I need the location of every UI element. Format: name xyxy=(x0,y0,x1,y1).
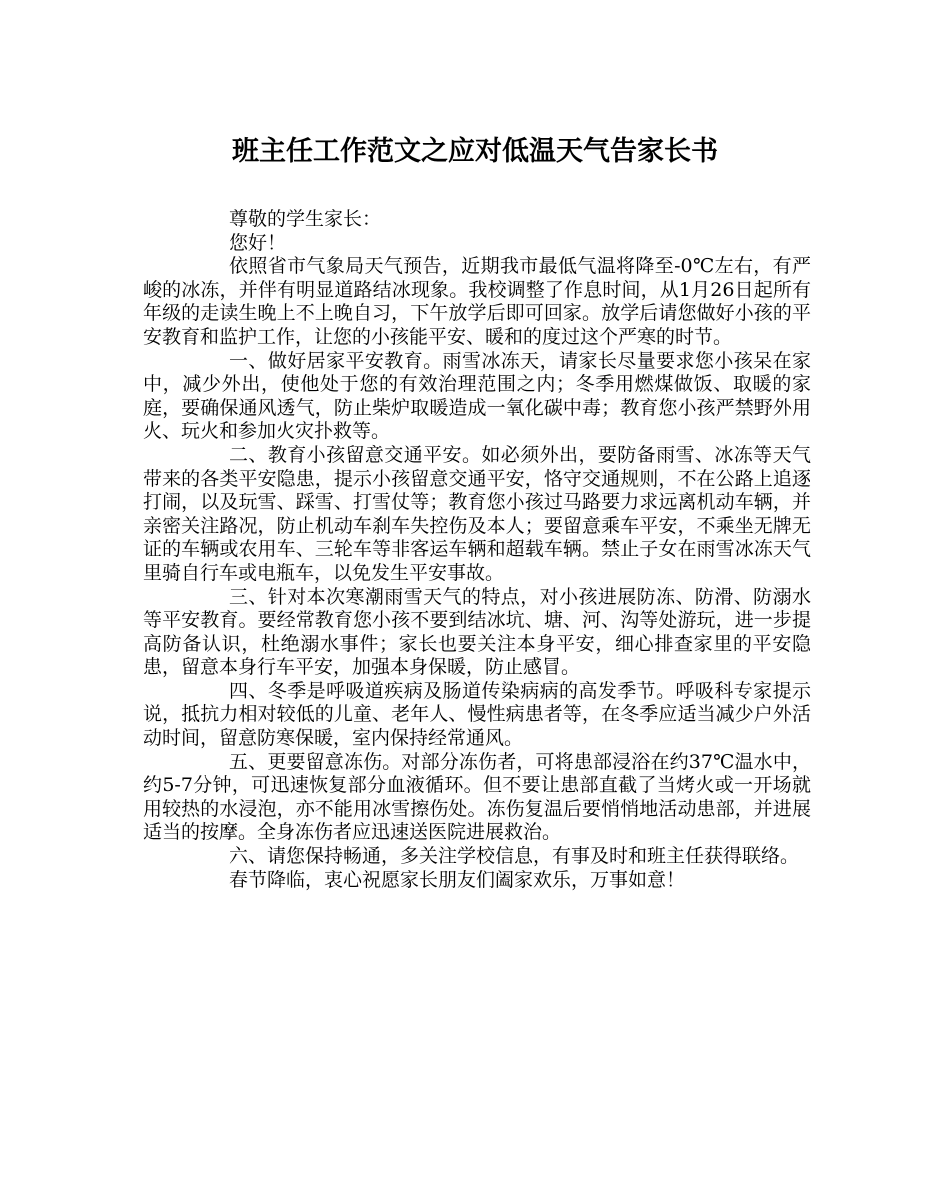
item-6-paragraph: 六、请您保持畅通，多关注学校信息，有事及时和班主任获得联络。 xyxy=(229,845,800,868)
salutation: 尊敬的学生家长： xyxy=(229,208,382,230)
item-3-paragraph: 三、针对本次寒潮雨雪天气的特点，对小孩进展防冻、防滑、防溺水等平安教育。要经常教育您小孩不要到结冰坑、塘、河、沟等处游玩，进一步提高防备认识，杜绝溺水事件；家长也要关注本身平安，细心排查家里的平安隐患，留意本身行车平安，加强本身保暖，防止感冒。 xyxy=(143,585,811,679)
greeting: 您好！ xyxy=(229,231,287,254)
closing-paragraph: 春节降临，衷心祝愿家长朋友们阖家欢乐，万事如意！ xyxy=(229,868,686,891)
item-2-paragraph: 二、教育小孩留意交通平安。如必须外出，要防备雨雪、冰冻等天气带来的各类平安隐患，提示小孩留意交通平安，恪守交通规则，不在公路上追逐打闹，以及玩雪、踩雪、打雪仗等；教育您小孩过马路要力求远离机动车辆，并亲密关注路况，防止机动车刹车失控伤及本人；要留意乘车平安，不乘坐无牌无证的车辆或农用车、三轮车等非客运车辆和超载车辆。禁止子女在雨雪冰冻天气里骑自行车或电瓶车，以免发生平安事故。 xyxy=(143,443,811,584)
document-body xyxy=(143,208,811,892)
document-title: 班主任工作范文之应对低温天气告家长书 xyxy=(232,136,718,167)
item-4-paragraph: 四、冬季是呼吸道疾病及肠道传染病病的高发季节。呼吸科专家提示说，抵抗力相对较低的儿童、老年人、慢性病患者等，在冬季应适当减少户外活动时间，留意防寒保暖，室内保持经常通风。 xyxy=(143,679,811,750)
item-5-paragraph: 五、更要留意冻伤。对部分冻伤者，可将患部浸浴在约37℃温水中，约5-7分钟，可迅速恢复部分血液循环。但不要让患部直截了当烤火或一开场就用较热的水浸泡，亦不能用冰雪擦伤处。冻伤复温后要悄悄地活动患部，并进展适当的按摩。全身冻伤者应迅速送医院进展救治。 xyxy=(143,750,811,844)
intro-paragraph: 依照省市气象局天气预告，近期我市最低气温将降至-0℃左右，有严峻的冰冻，并伴有明显道路结冰现象。我校调整了作息时间，从1月26日起所有年级的走读生晚上不上晚自习，下午放学后即可回家。放学后请您做好小孩的平安教育和监护工作，让您的小孩能平安、暖和的度过这个严寒的时节。 xyxy=(143,255,811,348)
item-1-paragraph: 一、做好居家平安教育。雨雪冰冻天，请家长尽量要求您小孩呆在家中，减少外出，使他处于您的有效治理范围之内；冬季用燃煤做饭、取暖的家庭，要确保通风透气，防止柴炉取暖造成一氧化碳中毒；教育您小孩严禁野外用火、玩火和参加火灾扑救等。 xyxy=(143,349,811,443)
